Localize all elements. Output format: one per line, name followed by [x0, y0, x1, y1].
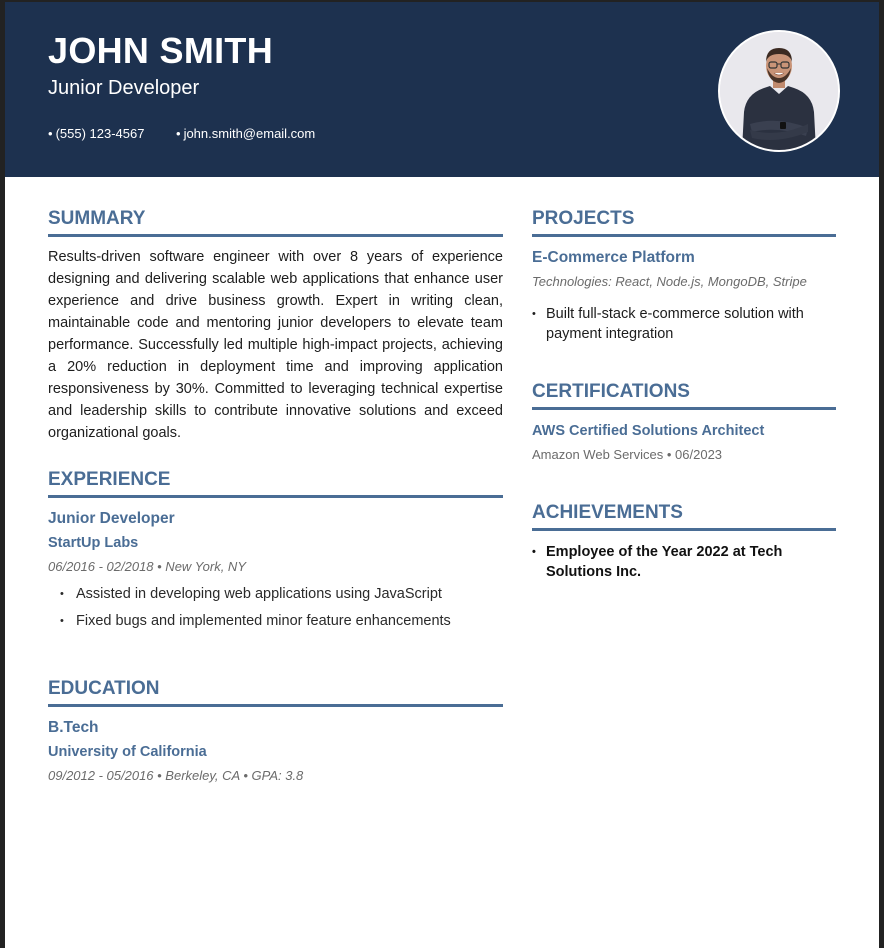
- experience-item: [48, 507, 503, 635]
- job-bullets: [48, 581, 503, 635]
- project-item: [532, 246, 836, 344]
- achievement-item: • Employee of the Year 2022 at Tech Solutions Inc.: [532, 542, 836, 582]
- job-bullet: • Assisted in developing web applications using JavaScript: [48, 581, 503, 608]
- achievement-list: [532, 542, 836, 582]
- education-item: [48, 716, 503, 788]
- certification-meta: Amazon Web Services • 06/2023: [532, 447, 723, 462]
- section-heading-projects: PROJECTS: [532, 207, 836, 237]
- candidate-name: JOHN SMITH: [48, 30, 274, 71]
- profile-photo: [718, 30, 840, 152]
- job-bullet: • Fixed bugs and implemented minor feature enhancements: [48, 608, 503, 635]
- phone-text: (555) 123-4567: [55, 126, 145, 141]
- person-photo-icon: [720, 32, 838, 150]
- section-heading-education: EDUCATION: [48, 677, 503, 707]
- projects-section: [532, 207, 836, 344]
- education-section: [48, 677, 503, 788]
- project-bullets: [532, 304, 836, 344]
- section-heading-summary: SUMMARY: [48, 207, 503, 237]
- certification-name: AWS Certified Solutions Architect: [532, 423, 765, 439]
- contact-phone: [48, 125, 144, 143]
- contact-email: [176, 125, 315, 143]
- section-heading-achievements: ACHIEVEMENTS: [532, 501, 836, 531]
- right-column: [532, 207, 836, 582]
- resume-header: [5, 2, 879, 177]
- project-bullet: • Built full-stack e-commerce solution with payment integration: [532, 304, 836, 344]
- resume-page: [5, 2, 879, 948]
- project-tech: Technologies: React, Node.js, MongoDB, Stripe: [532, 274, 807, 289]
- summary-section: [48, 207, 503, 444]
- bullet-icon: •: [176, 126, 181, 141]
- section-heading-experience: EXPERIENCE: [48, 468, 503, 498]
- job-role: Junior Developer: [48, 510, 175, 527]
- candidate-title: Junior Developer: [48, 77, 200, 99]
- education-meta: 09/2012 - 05/2016 • Berkeley, CA • GPA: 3.8: [48, 768, 304, 783]
- left-column: [48, 207, 503, 788]
- degree: B.Tech: [48, 719, 99, 736]
- project-name: E-Commerce Platform: [532, 249, 695, 266]
- job-company: StartUp Labs: [48, 535, 139, 551]
- section-heading-certifications: CERTIFICATIONS: [532, 380, 836, 410]
- experience-section: [48, 468, 503, 635]
- achievements-section: [532, 501, 836, 582]
- certifications-section: [532, 380, 836, 467]
- summary-text: Results-driven software engineer with over 8 years of experience designing and delivering scalable web applications that enhance user experience and drive business growth. Expert in writing clean, maintainable code and mentoring junior developers to elevate team performance. Successfully led multiple high-impact projects, achieving a 20% reduction in deployment time and improving application responsiveness by 30%. Committed to leveraging technical expertise and leadership skills to contribute innovative solutions and exceed organizational goals.: [48, 249, 503, 441]
- school: University of California: [48, 744, 207, 760]
- bullet-icon: •: [48, 126, 53, 141]
- email-text: john.smith@email.com: [183, 126, 316, 141]
- job-meta: 06/2016 - 02/2018 • New York, NY: [48, 559, 246, 574]
- certification-item: [532, 419, 836, 467]
